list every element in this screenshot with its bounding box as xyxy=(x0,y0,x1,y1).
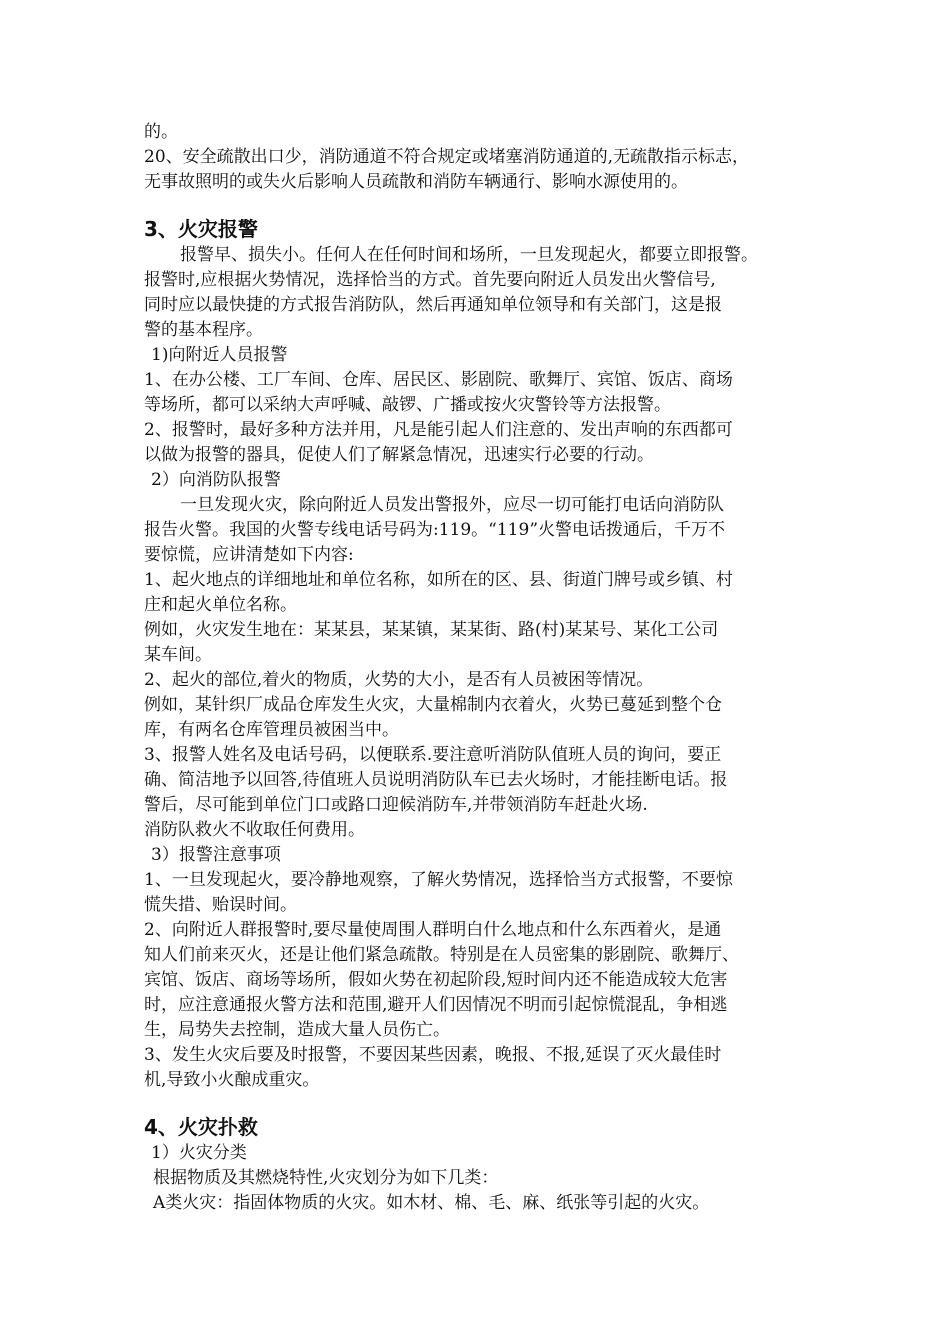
spacer xyxy=(144,1093,804,1113)
intro-line: 20、安全疏散出口少，消防通道不符合规定或堵塞消防通道的,无疏散指示标志， xyxy=(144,147,750,167)
list-line: 库，有两名仓库管理员被困当中。 xyxy=(144,720,399,740)
intro-line: 无事故照明的或失火后影响人员疏散和消防车辆通行、影响水源使用的。 xyxy=(144,172,688,192)
list-line: 3、发生火灾后要及时报警，不要因某些因素，晚报、不报,延误了灭火最佳时 xyxy=(144,1045,722,1065)
paragraph-line: 报告火警。我国的火警专线电话号码为:119。“119”火警电话拨通后，千万不 xyxy=(144,520,726,540)
paragraph-line: 同时应以最快捷的方式报告消防队，然后再通知单位领导和有关部门，这是报 xyxy=(144,295,722,315)
list-line: 警后，尽可能到单位门口或路口迎候消防车,并带领消防车赶赴火场. xyxy=(144,795,648,815)
paragraph-line: 一旦发现火灾，除向附近人员发出警报外，应尽一切可能打电话向消防队 xyxy=(180,495,724,515)
list-line: 2、报警时，最好多种方法并用，凡是能引起人们注意的、发出声响的东西都可 xyxy=(144,420,733,440)
list-line: 2、向附近人群报警时,要尽量使周围人群明白什么地点和什么东西着火，是通 xyxy=(144,920,722,940)
list-line: 以做为报警的器具，促使人们了解紧急情况，迅速实行必要的行动。 xyxy=(144,445,654,465)
intro-line: 的。 xyxy=(144,122,178,142)
list-line: 例如，火灾发生地在：某某县，某某镇，某某街、路(村)某某号、某化工公司 xyxy=(144,620,719,640)
subsection-title: 2）向消防队报警 xyxy=(151,470,281,490)
list-line: 慌失措、贻误时间。 xyxy=(144,895,297,915)
subsection-title: 3）报警注意事项 xyxy=(151,845,281,865)
document-page xyxy=(144,120,804,1216)
list-line: 知人们前来灭火，还是让他们紧急疏散。特别是在人员密集的影剧院、歌舞厅、 xyxy=(144,945,739,965)
list-line: 等场所，都可以采纳大声呼喊、敲锣、广播或按火灾警铃等方法报警。 xyxy=(144,395,671,415)
list-line: 1、在办公楼、工厂车间、仓库、居民区、影剧院、歌舞厅、宾馆、饭店、商场 xyxy=(144,370,733,390)
list-line: 3、报警人姓名及电话号码，以便联系.要注意听消防队值班人员的询问，要正 xyxy=(144,745,722,765)
subsection-title: 1)向附近人员报警 xyxy=(151,345,288,365)
paragraph-line: 要惊慌，应讲清楚如下内容: xyxy=(144,545,354,565)
subsection-title: 1）火灾分类 xyxy=(151,1143,247,1163)
list-line: 2、起火的部位,着火的物质，火势的大小，是否有人员被困等情况。 xyxy=(144,670,654,690)
paragraph-line: 报警早、损失小。任何人在任何时间和场所，一旦发现起火，都要立即报警。 xyxy=(180,245,758,265)
list-line: 某车间。 xyxy=(144,645,212,665)
list-line: 1、起火地点的详细地址和单位名称，如所在的区、县、街道门牌号或乡镇、村 xyxy=(144,570,733,590)
list-line: 庄和起火单位名称。 xyxy=(144,595,297,615)
paragraph-line: 报警时,应根据火势情况，选择恰当的方式。首先要向附近人员发出火警信号, xyxy=(144,270,716,290)
paragraph-line: A类火灾：指固体物质的火灾。如木材、棉、毛、麻、纸张等引起的火灾。 xyxy=(153,1193,710,1213)
spacer xyxy=(144,195,804,215)
list-line: 1、一旦发现起火，要冷静地观察，了解火势情况，选择恰当方式报警，不要惊 xyxy=(144,870,733,890)
paragraph-line: 根据物质及其燃烧特性,火灾划分为如下几类： xyxy=(153,1168,499,1188)
list-line: 消防队救火不收取任何费用。 xyxy=(144,820,365,840)
list-line: 例如，某针织厂成品仓库发生火灾，大量棉制内衣着火，火势已蔓延到整个仓 xyxy=(144,695,722,715)
list-line: 生，局势失去控制，造成大量人员伤亡。 xyxy=(144,1020,450,1040)
list-line: 宾馆、饭店、商场等场所，假如火势在初起阶段,短时间内还不能造成较大危害 xyxy=(144,970,728,990)
list-line: 时，应注意通报火警方法和范围,避开人们因情况不明而引起惊慌混乱，争相逃 xyxy=(144,995,728,1015)
section-heading-fire-alarm: 3、火灾报警 xyxy=(144,217,258,241)
list-line: 确、简洁地予以回答,待值班人员说明消防队车已去火场时，才能挂断电话。报 xyxy=(144,770,728,790)
section-heading-fire-fighting: 4、火灾扑救 xyxy=(144,1115,258,1139)
list-line: 机,导致小火酿成重灾。 xyxy=(144,1070,320,1090)
paragraph-line: 警的基本程序。 xyxy=(144,320,263,340)
